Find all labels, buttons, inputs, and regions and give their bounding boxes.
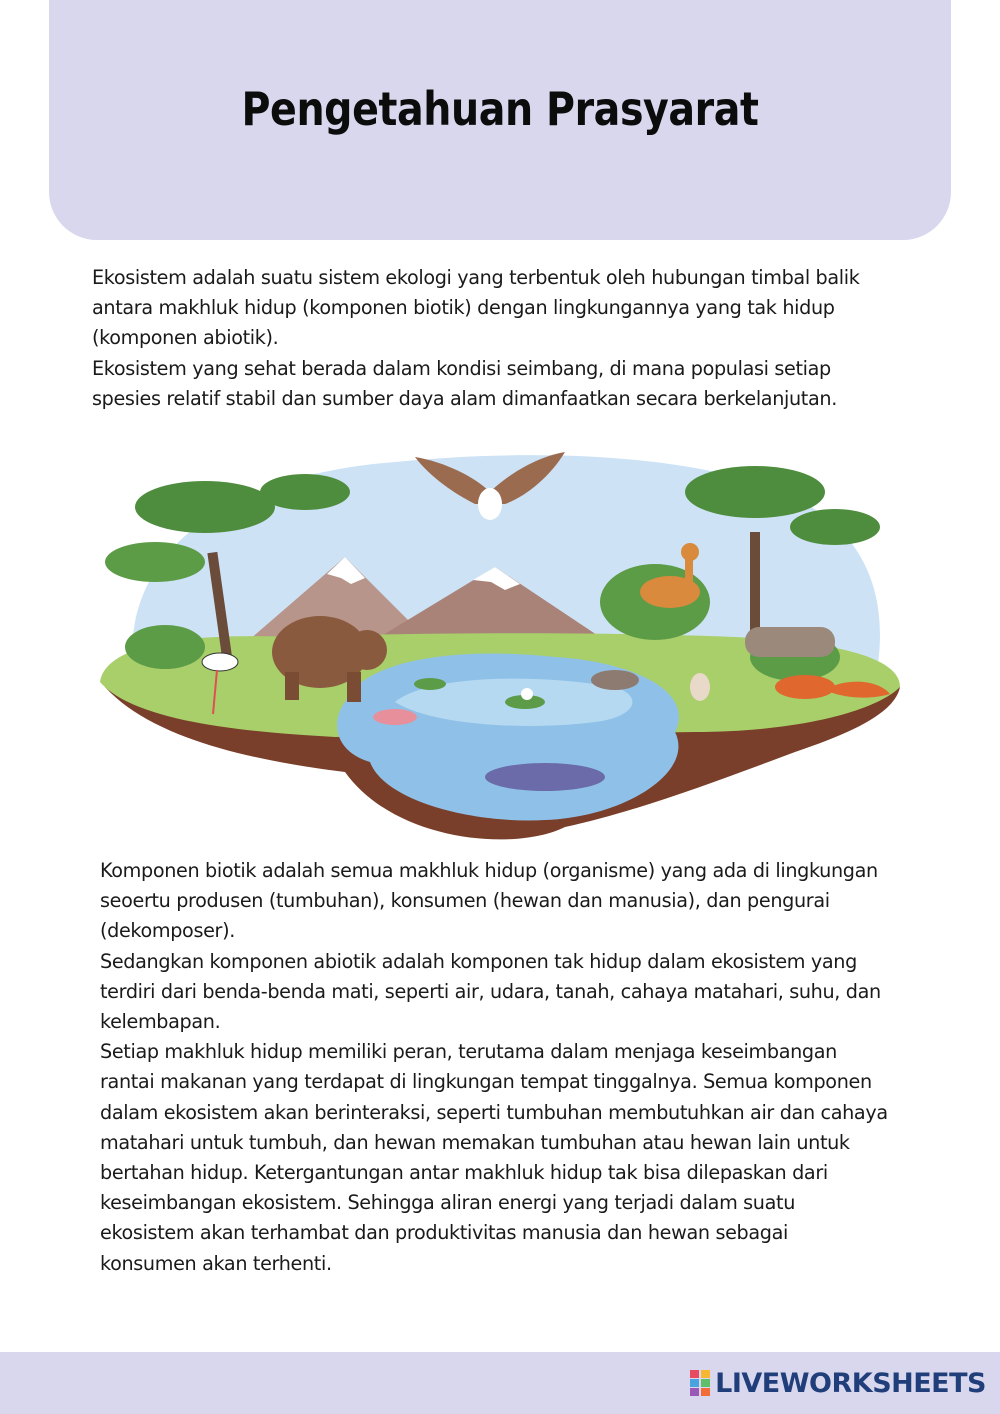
page-title: Pengetahuan Prasyarat bbox=[241, 82, 759, 136]
eagle-body bbox=[478, 488, 502, 520]
log bbox=[745, 627, 835, 657]
rabbit-body bbox=[690, 673, 710, 701]
bush bbox=[125, 625, 205, 669]
stork-body bbox=[202, 653, 238, 671]
tree-canopy bbox=[135, 481, 275, 533]
catfish bbox=[485, 763, 605, 791]
ecosystem-illustration-icon bbox=[95, 432, 905, 852]
lily-pad bbox=[414, 678, 446, 690]
fish bbox=[373, 709, 417, 725]
tree-canopy bbox=[260, 474, 350, 510]
brand-logo[interactable] bbox=[689, 1366, 986, 1400]
liveworksheets-logo-icon bbox=[689, 1369, 711, 1397]
lotus-flower bbox=[521, 688, 533, 700]
bear-leg bbox=[285, 672, 299, 700]
deer-neck bbox=[685, 557, 693, 587]
tree-canopy bbox=[105, 542, 205, 582]
header-banner bbox=[49, 0, 951, 240]
deer-head bbox=[681, 543, 699, 561]
tree-canopy bbox=[685, 466, 825, 518]
intro-paragraph: Ekosistem adalah suatu sistem ekologi yang terbentuk oleh hubungan timbal balik antara makhluk hidup (komponen biotik) dengan lingkungannya yang tak hidup (komponen abiotik). Ekosistem yang sehat berada dalam kondisi seimbang, di mana populasi setiap spesies relatif stabil dan sumber daya alam dimanfaatkan secara berkelanjutan. bbox=[92, 266, 860, 410]
body-paragraph: Komponen biotik adalah semua makhluk hidup (organisme) yang ada di lingkungan seoertu produsen (tumbuhan), konsumen (hewan dan manusia), dan pengurai (dekomposer). Sedangkan komponen abiotik adalah komponen tak hidup dalam ekosistem yang terdiri dari benda-benda mati, seperti air, udara, tanah, cahaya matahari, suhu, dan kelembapan. Setiap makhluk hidup memiliki peran, terutama dalam menjaga keseimbangan rantai makanan yang terdapat di lingkungan tempat tinggalnya. Semua komponen dalam ekosistem akan berinteraksi, seperti tumbuhan membutuhkan air dan cahaya matahari untuk tumbuh, dan hewan memakan tumbuhan atau hewan lain untuk bertahan hidup. Ketergantungan antar makhluk hidup tak bisa dilepaskan dari keseimbangan ekosistem. Sehingga aliran energi yang terjadi dalam suatu ekosistem akan terhambat dan produktivitas manusia dan hewan sebagai konsumen akan terhenti. bbox=[100, 859, 888, 1275]
fox-body bbox=[775, 675, 835, 699]
footer-bar bbox=[0, 1352, 1000, 1414]
brand-text: LIVEWORKSHEETS bbox=[715, 1367, 986, 1399]
bear-leg bbox=[347, 672, 361, 702]
bear-head bbox=[347, 630, 387, 670]
rock bbox=[591, 670, 639, 690]
tree-canopy bbox=[790, 509, 880, 545]
